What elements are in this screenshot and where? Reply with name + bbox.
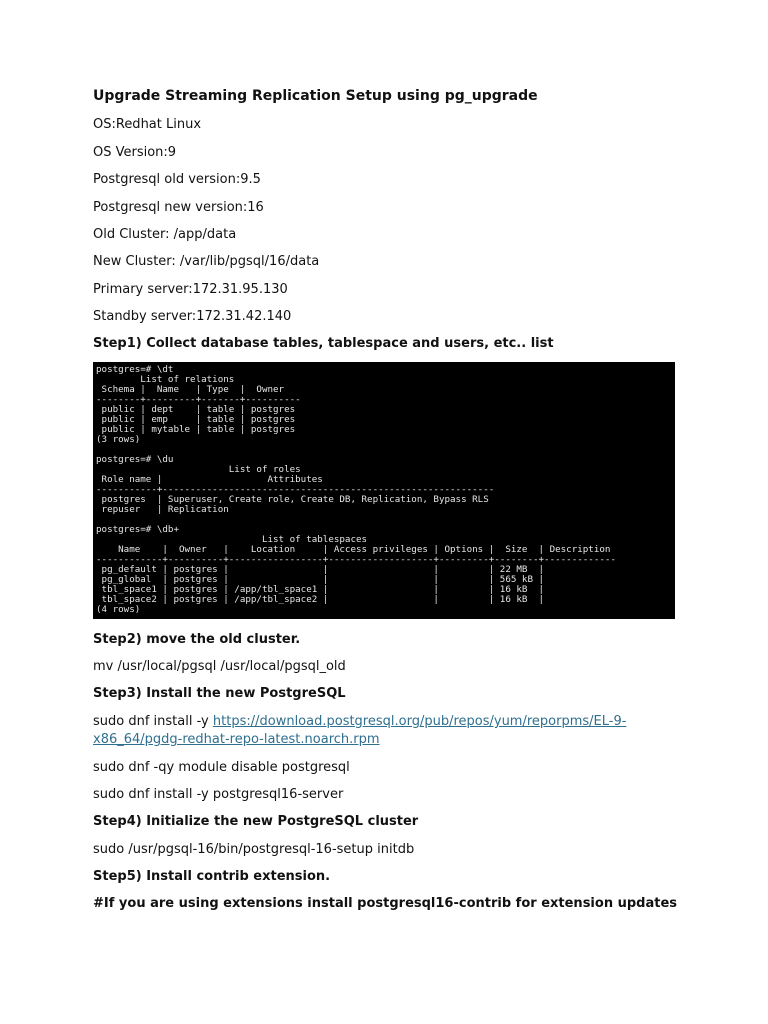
new-cluster-line: New Cluster: /var/lib/pgsql/16/data [93, 254, 320, 269]
terminal-line: postgres=# \du [96, 454, 174, 465]
step3-command-install-repo [93, 713, 626, 730]
terminal-line: public | mytable | table | postgres [96, 424, 296, 435]
old-cluster-line: Old Cluster: /app/data [93, 227, 237, 242]
new-version-line: Postgresql new version:16 [93, 200, 264, 215]
command-prefix: sudo dnf install -y [93, 714, 213, 729]
step5-note: #If you are using extensions install postgresql16-contrib for extension updates [93, 896, 678, 911]
step3-command-install-server: sudo dnf install -y postgresql16-server [93, 787, 344, 802]
standby-server-line: Standby server:172.31.42.140 [93, 309, 292, 324]
step3-heading: Step3) Install the new PostgreSQL [93, 686, 346, 701]
step1-heading: Step1) Collect database tables, tablespace and users, etc.. list [93, 336, 554, 351]
terminal-line: (4 rows) [96, 604, 141, 615]
step5-heading: Step5) Install contrib extension. [93, 869, 331, 884]
terminal-line: tbl_space2 | postgres | /app/tbl_space2 | | | 16 kB | [96, 594, 545, 605]
step4-heading: Step4) Initialize the new PostgreSQL cluster [93, 814, 419, 829]
terminal-line: tbl_space1 | postgres | /app/tbl_space1 | | | 16 kB | [96, 584, 545, 595]
terminal-line: postgres=# \db+ [96, 524, 179, 535]
terminal-screenshot [93, 362, 675, 619]
terminal-line: pg_default | postgres | | | | 22 MB | [96, 564, 545, 575]
terminal-line: pg_global | postgres | | | | 565 kB | [96, 574, 545, 585]
step2-command: mv /usr/local/pgsql /usr/local/pgsql_old [93, 659, 346, 674]
primary-server-line: Primary server:172.31.95.130 [93, 282, 288, 297]
terminal-line [96, 515, 671, 525]
terminal-line: Schema | Name | Type | Owner [96, 384, 285, 395]
terminal-line: Name | Owner | Location | Access privileges | Options | Size | Description [96, 544, 611, 555]
terminal-line: (3 rows) [96, 434, 141, 445]
terminal-line: postgres=# \dt [96, 364, 174, 375]
terminal-line: List of tablespaces [96, 534, 368, 545]
old-version-line: Postgresql old version:9.5 [93, 172, 261, 187]
page-title: Upgrade Streaming Replication Setup using pg_upgrade [93, 88, 538, 104]
terminal-line: --------+---------+-------+---------- [96, 394, 301, 405]
repo-rpm-link-continued[interactable]: x86_64/pgdg-redhat-repo-latest.noarch.rpm [93, 732, 380, 747]
terminal-line: Role name | Attributes [96, 474, 323, 485]
step3-command-disable-module: sudo dnf -qy module disable postgresql [93, 760, 350, 775]
terminal-line [96, 445, 671, 455]
terminal-line: -----------+------------------------------------------------------------ [96, 484, 495, 495]
terminal-line: repuser | Replication [96, 504, 229, 515]
os-line: OS:Redhat Linux [93, 117, 202, 132]
os-version-line: OS Version:9 [93, 145, 177, 160]
terminal-line: public | dept | table | postgres [96, 404, 296, 415]
terminal-line: ------------+----------+-----------------+-------------------+---------+--------+------------- [96, 554, 616, 565]
step2-heading: Step2) move the old cluster. [93, 632, 301, 647]
repo-rpm-link[interactable]: https://download.postgresql.org/pub/repos/yum/reporpms/EL-9- [212, 714, 627, 729]
step3-command-url-continued [93, 731, 380, 748]
step4-command: sudo /usr/pgsql-16/bin/postgresql-16-setup initdb [93, 842, 415, 857]
terminal-line: postgres | Superuser, Create role, Create DB, Replication, Bypass RLS [96, 494, 489, 505]
terminal-line: List of roles [96, 464, 301, 475]
terminal-line: List of relations [96, 374, 235, 385]
terminal-line: public | emp | table | postgres [96, 414, 296, 425]
